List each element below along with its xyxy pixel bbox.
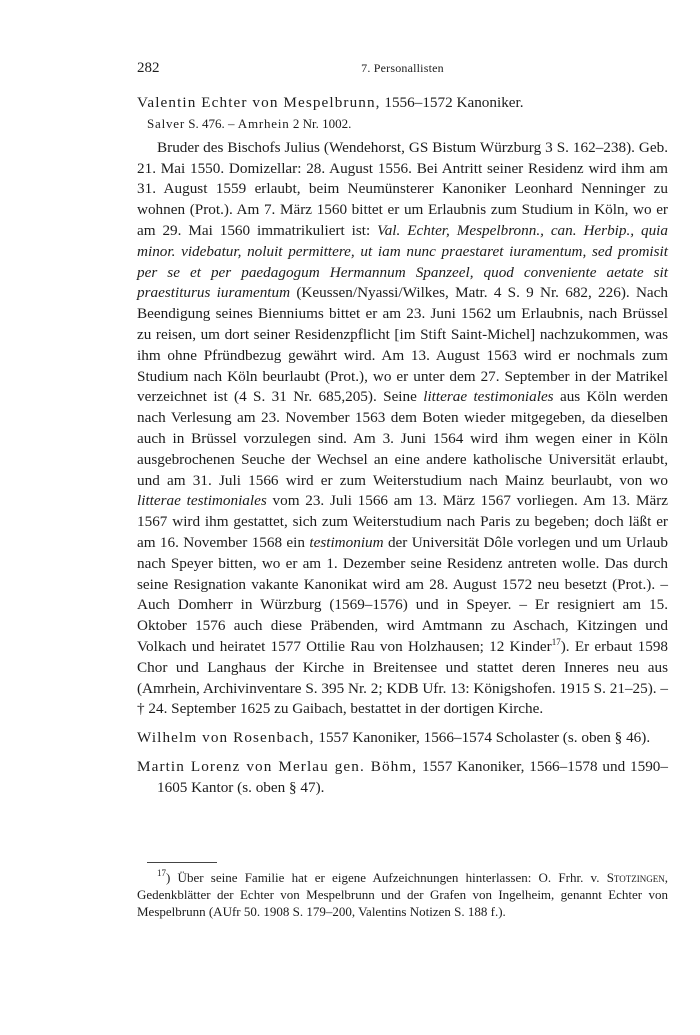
page-header xyxy=(137,60,668,80)
source-ref: 2 Nr. 1002. xyxy=(289,115,352,131)
entry-detail: 1557 Kanoniker, 1566–1574 Scholaster (s. oben § 46). xyxy=(314,729,651,747)
footnote-mark: 17 xyxy=(157,868,166,878)
running-title: 7. Personallisten xyxy=(361,61,444,75)
entry-wilhelm-von-rosenbach xyxy=(137,728,668,749)
text-run: Bruder des Bischofs Julius (Wendehorst, GS Bistum Würzburg 3 S. 162–238). Geb. 21. Mai 1550. Domizellar: 28. August 1556. Bei Antritt seiner Residenz wird ihm am 31. August 1559 erlaubt, beim Neumünsterer Kanoniker Leonhard Nenninger zu wohnen (Prot.). Am 7. März 1560 bittet er um Erlaubnis zum Studium in Köln, wo er am 29. Mai 1560 immatrikuliert ist: xyxy=(137,138,668,239)
entry-detail: 1556–1572 Kanoniker. xyxy=(380,94,524,111)
page-number: 282 xyxy=(137,60,160,76)
person-name: Valentin Echter von Mespelbrunn, xyxy=(137,94,381,111)
person-name: Martin Lorenz von Merlau gen. Böhm, xyxy=(137,757,418,775)
latin-term: litterae testimoniales xyxy=(137,492,267,510)
entry-heading xyxy=(137,93,668,114)
text-run: ). Er erbaut 1598 Chor und Langhaus der Kirche in Breitensee und stattet deren Inneres neu aus (Amrhein, Archivinventare S. 395 Nr. 2; KDB Ufr. 13: Königshofen. 1915 S. 21–25). – † 24. September 1625 zu Gaibach, bestattet in der dortigen Kirche. xyxy=(137,637,669,718)
footnote-text xyxy=(137,869,668,921)
entry-valentin-echter xyxy=(137,93,668,720)
latin-term: testimonium xyxy=(309,533,384,551)
entry-detail: 1557 Kanoniker, 1566–1578 und 1590–1605 Kantor (s. oben § 47). xyxy=(157,757,668,796)
text-run: aus Köln werden nach Verlesung am 23. November 1563 dem Boten wieder mitgegeben, da dieselben auch in Brüssel vorzulegen sind. Am 3. Juni 1564 wird ihm wegen einer in Köln ausgebrochenen Seuche der Wechsel an eine andere katholische Universität erlaubt, und am 31. Juli 1566 wird er zum Weiterstudium nach Mainz beurlaubt, von wo xyxy=(137,388,668,489)
latin-quote: Val. Echter, Mespelbronn., can. Herbip., quia minor. videbatur, noluit permittere, ut iam nunc praestaret iuramentum, sed promisit per se et per paedagogum Hermannum Spanzeel, quod conveniente aetate sit praestiturus iuramentum xyxy=(137,221,668,302)
text-run: der Universität Dôle vorlegen und um Urlaub nach Speyer bitten, wo er am 1. Dezember seine Residenz antreten wolle. Das durch seine Resignation vakante Kanonikat wird am 28. August 1572 neu besetzt (Prot.). – Auch Domherr in Würzburg (1569–1576) und in Speyer. – Er resigniert am 15. Oktober 1576 auch diese Präbenden, wird Amtmann zu Aschach, Kitzingen und Volkach und heiratet 1577 Ottilie Rau von Holzhausen; 12 Kinder xyxy=(137,533,668,655)
entry-martin-lorenz-von-merlau xyxy=(137,757,668,799)
footnote-reference[interactable]: 17 xyxy=(551,636,561,647)
footnote-run: , Gedenkblätter der Echter von Mespelbrunn und der Grafen von Ingelheim, genannt Echter von Mespelbrunn (AUfr 50. 1908 S. 179–200, Valentins Notizen S. 188 f.). xyxy=(137,870,668,920)
main-text xyxy=(137,93,668,799)
text-run: vom 23. Juli 1566 am 13. März 1567 vorliegen. Am 13. März 1567 wird ihm gestattet, sich zum Weiterstudium nach Paris zu begeben; doch läßt er am 16. November 1568 ein xyxy=(137,492,669,551)
text-run: (Keussen/Nyassi/Wilkes, Matr. 4 S. 9 Nr. 682, 226). Nach Beendigung seines Bienniums bittet er am 23. Juni 1562 um Erlaubnis, nach Brüssel zu reisen, um dort seiner Residenzpflicht [im Stift Saint-Michel] nachzukommen, was ihm ohne Pfründbezug gewährt wird. Am 13. August 1563 wird er nochmals zum Studium nach Köln beurlaubt (Prot.), wo er unter dem 27. September in der Matrikel verzeichnet ist (4 S. 31 Nr. 685,205). Seine xyxy=(137,284,668,406)
footnote-author: Stotzingen xyxy=(606,870,665,885)
sources-line xyxy=(147,115,668,133)
source-author: Amrhein xyxy=(237,115,290,131)
source-author: Salver xyxy=(147,115,186,131)
biography-paragraph xyxy=(137,138,668,720)
latin-term: litterae testimoniales xyxy=(423,388,554,406)
source-ref: S. 476. – xyxy=(185,115,238,131)
footnote-divider xyxy=(147,862,217,863)
person-name: Wilhelm von Rosenbach, xyxy=(137,729,315,747)
footnote-run: ) Über seine Familie hat er eigene Aufzeichnungen hinterlassen: O. Frhr. v. xyxy=(166,870,607,885)
footnote xyxy=(137,869,668,921)
